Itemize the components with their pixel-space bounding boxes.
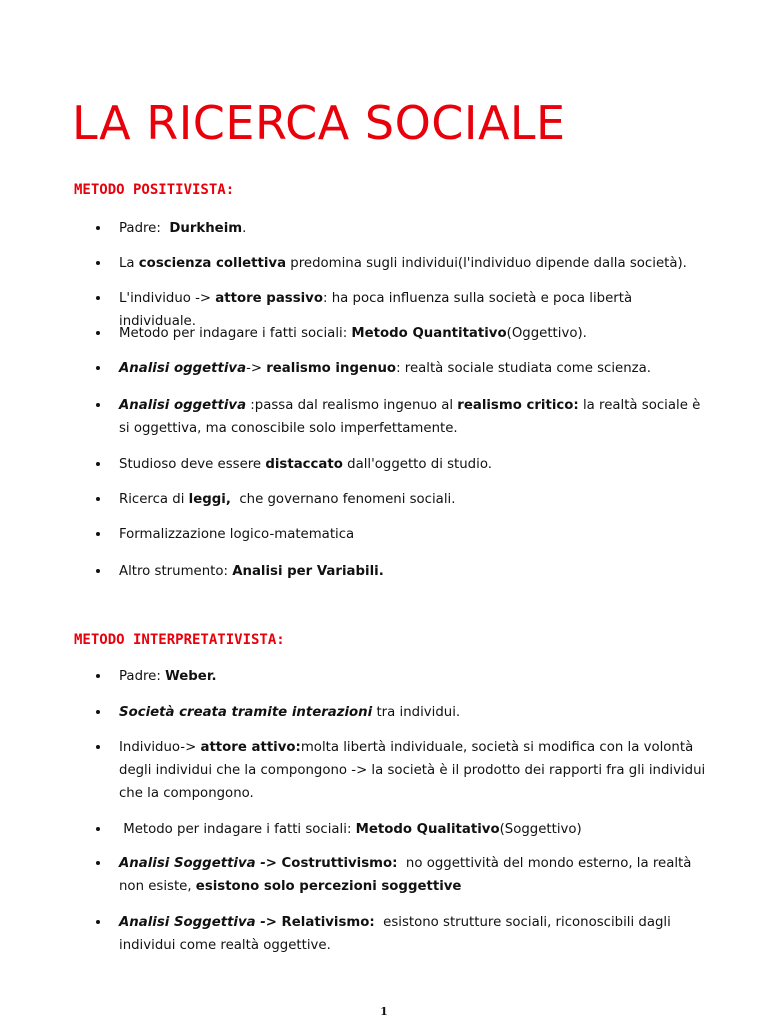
text-run: Weber.	[165, 669, 217, 684]
bullet-icon	[96, 745, 100, 749]
list-item-text	[119, 394, 709, 440]
text-run: Durkheim	[169, 221, 243, 236]
list-item-text	[119, 911, 709, 957]
list-item-text	[119, 852, 709, 898]
text-run: coscienza collettiva	[138, 256, 287, 271]
bullet-icon	[96, 827, 100, 831]
text-run: dall'oggetto di studio.	[342, 457, 492, 472]
text-run: ->	[246, 361, 267, 376]
bullet-icon	[96, 226, 100, 230]
bullet-icon	[96, 462, 100, 466]
page-number: 1	[380, 1005, 388, 1018]
text-run: attore passivo	[215, 291, 323, 306]
text-run: La	[119, 256, 139, 271]
text-run: Metodo per indagare i fatti sociali:	[119, 822, 356, 837]
bullet-icon	[96, 674, 100, 678]
bullet-icon	[96, 710, 100, 714]
text-run: distaccato	[265, 457, 343, 472]
text-run: Analisi oggettiva	[119, 361, 247, 376]
text-run: : ha poca influenza sulla società e poca libertà individuale.	[119, 291, 637, 329]
bullet-icon	[96, 861, 100, 865]
list-item-text	[119, 488, 709, 511]
list-item-text	[119, 818, 709, 841]
text-run: esistono solo percezioni soggettive	[195, 879, 462, 894]
text-run: Studioso deve essere	[119, 457, 266, 472]
bullet-icon	[96, 331, 100, 335]
text-run: Padre:	[119, 221, 170, 236]
list-item-text	[119, 736, 709, 805]
text-run: (Soggettivo)	[499, 822, 582, 837]
text-run: leggi,	[188, 492, 231, 507]
text-run: Metodo per indagare i fatti sociali:	[119, 326, 352, 341]
text-run: (Oggettivo).	[506, 326, 587, 341]
text-run: Individuo->	[119, 740, 201, 755]
page-title: LA RICERCA SOCIALE	[72, 96, 566, 150]
text-run: attore attivo:	[200, 740, 301, 755]
text-run: Formalizzazione logico-matematica	[119, 527, 355, 542]
bullet-icon	[96, 296, 100, 300]
list-item-text	[119, 217, 709, 240]
text-run: la realtà sociale è si oggettiva, ma conoscibile solo imperfettamente.	[119, 398, 705, 436]
text-run: tra individui.	[372, 705, 461, 720]
text-run: esistono strutture sociali, riconoscibili dagli individui come realtà oggettive.	[119, 915, 676, 953]
text-run: Metodo Qualitativo	[355, 822, 500, 837]
bullet-icon	[96, 569, 100, 573]
text-run: Costruttivismo:	[281, 856, 398, 871]
section-heading-positivista: METODO POSITIVISTA:	[74, 182, 235, 198]
text-run: realismo ingenuo	[266, 361, 397, 376]
text-run: Metodo Quantitativo	[351, 326, 507, 341]
list-item-text	[119, 453, 709, 476]
text-run: Altro strumento:	[119, 564, 233, 579]
text-run: Società creata tramite interazioni	[119, 705, 373, 720]
bullet-icon	[96, 532, 100, 536]
text-run: predomina sugli individui(l'individuo dipende dalla società).	[286, 256, 687, 271]
text-run: molta libertà individuale, società si modifica con la volontà degli individui che la compongono -> la società è il prodotto dei rapporti fra gli individui che la compongono.	[119, 740, 710, 801]
list-item-text	[119, 523, 709, 546]
text-run: Analisi Soggettiva ->	[119, 915, 282, 930]
bullet-icon	[96, 261, 100, 265]
text-run: Analisi oggettiva	[119, 398, 247, 413]
text-run: Padre:	[119, 669, 166, 684]
text-run: Analisi Soggettiva ->	[119, 856, 282, 871]
section-heading-interpretativista: METODO INTERPRETATIVISTA:	[74, 632, 285, 648]
list-item-text	[119, 357, 709, 380]
bullet-icon	[96, 366, 100, 370]
text-run: realismo critico:	[457, 398, 579, 413]
bullet-icon	[96, 403, 100, 407]
text-run: Ricerca di	[119, 492, 189, 507]
list-item-text	[119, 252, 709, 275]
text-run: :passa dal realismo ingenuo al	[246, 398, 458, 413]
text-run: .	[242, 221, 247, 236]
list-item-text	[119, 560, 709, 583]
list-item-text	[119, 665, 709, 688]
bullet-icon	[96, 920, 100, 924]
list-item-text	[119, 701, 709, 724]
text-run: Relativismo:	[281, 915, 375, 930]
text-run: Analisi per Variabili.	[232, 564, 384, 579]
text-run: che governano fenomeni sociali.	[230, 492, 456, 507]
bullet-icon	[96, 497, 100, 501]
text-run: L'individuo ->	[119, 291, 216, 306]
text-run: : realtà sociale studiata come scienza.	[396, 361, 652, 376]
text-run: no oggettività del mondo esterno, la realtà non esiste,	[119, 856, 696, 894]
list-item-text	[119, 322, 709, 345]
